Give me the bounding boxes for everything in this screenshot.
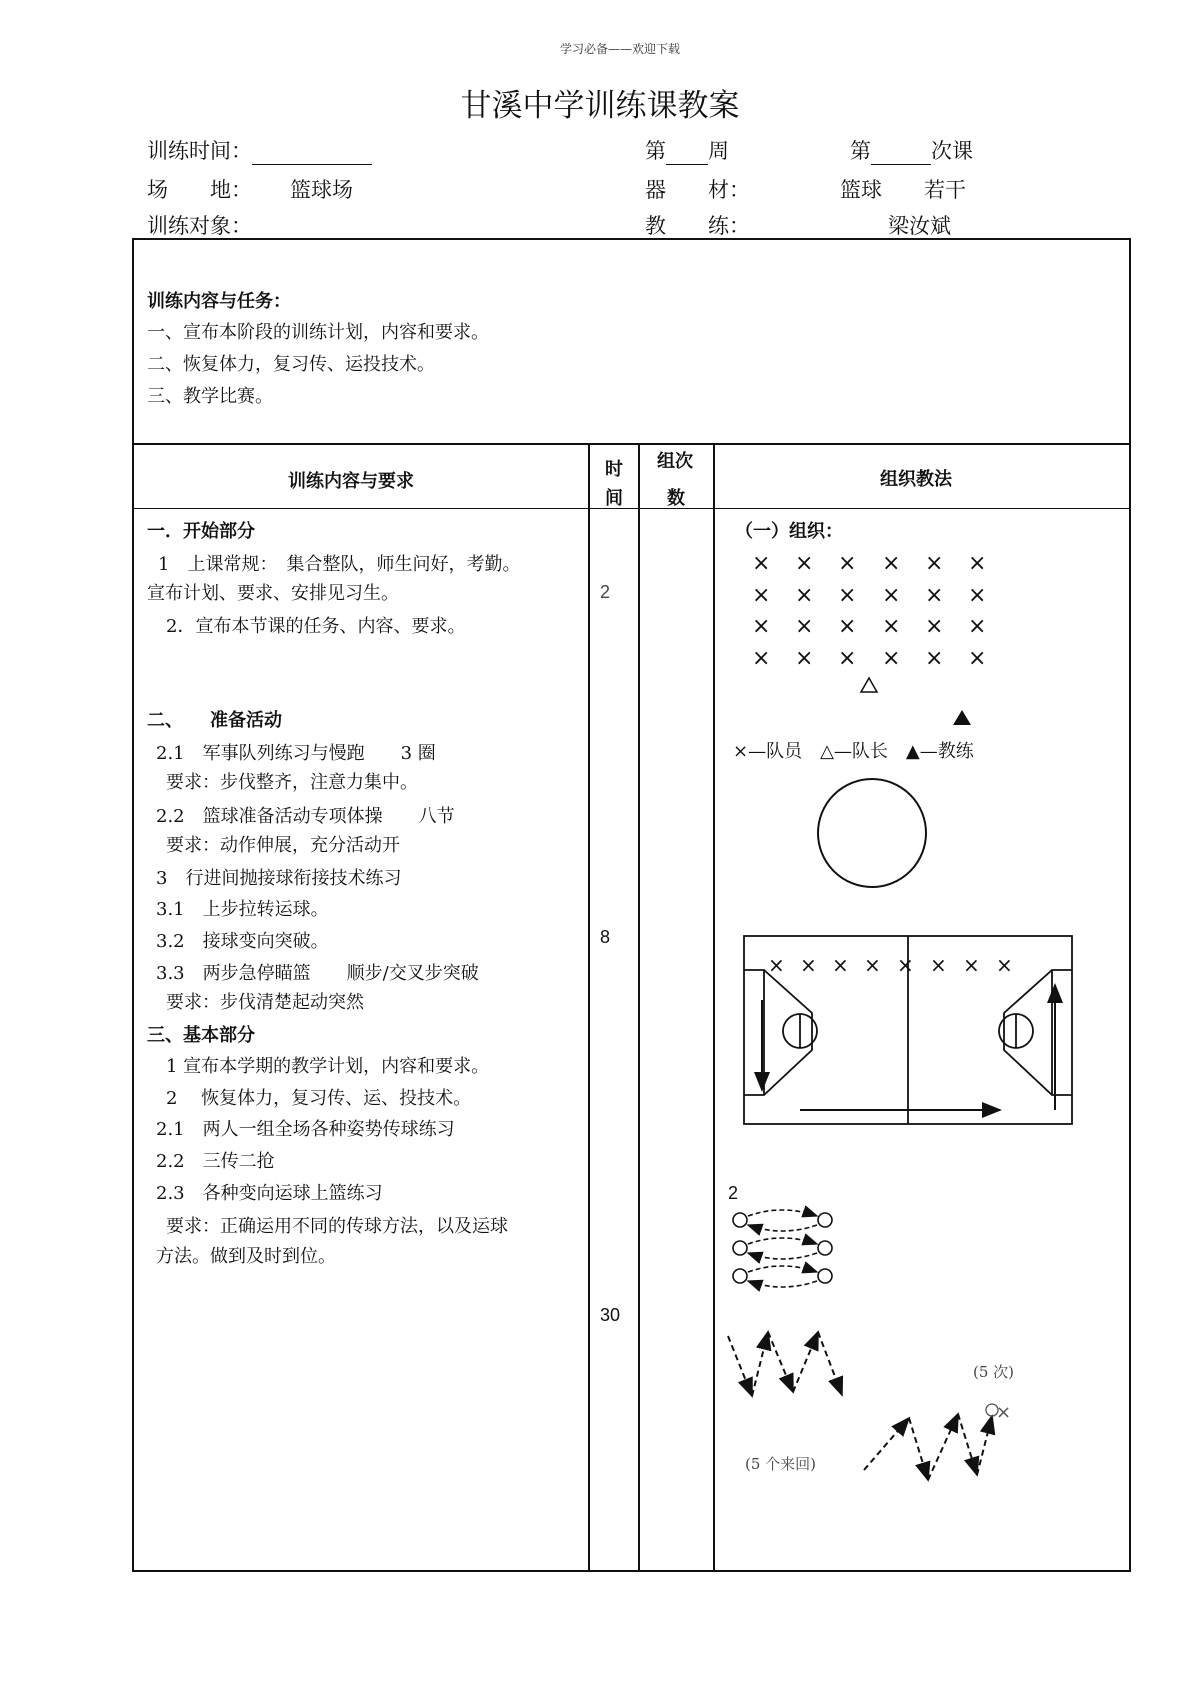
coach-icon <box>953 710 971 725</box>
svg-text:×: × <box>752 551 771 576</box>
time-value-1: 2 <box>600 582 611 602</box>
court-players <box>768 953 1013 977</box>
task-item-2: 二、恢复体力，复习传、运投技术。 <box>147 354 435 375</box>
svg-text:×: × <box>968 646 987 671</box>
time-value-2: 8 <box>600 927 611 947</box>
time-value-3: 30 <box>600 1305 621 1325</box>
part2-title-num: 二、 <box>147 710 183 731</box>
svg-text:×: × <box>882 583 901 608</box>
header-time-2: 间 <box>605 488 623 509</box>
part3-line-3: 2.1 两人一组全场各种姿势传球练习 <box>156 1119 455 1140</box>
part2-line-2: 要求：步伐整齐，注意力集中。 <box>166 772 418 793</box>
equipment-label: 器 材： <box>645 178 750 202</box>
part3-line-2: 2 恢复体力，复习传、运、投技术。 <box>166 1088 472 1109</box>
target-label: 训练对象： <box>147 214 252 238</box>
svg-text:×: × <box>768 953 785 977</box>
svg-text:×: × <box>752 583 771 608</box>
zigzag-drill-2 <box>864 1414 992 1480</box>
header-sets-1: 组次 <box>657 451 693 472</box>
svg-text:×: × <box>996 953 1013 977</box>
captain-icon <box>861 678 877 692</box>
svg-text:×: × <box>925 646 944 671</box>
lesson-prefix: 第 <box>850 139 871 163</box>
svg-text:×: × <box>752 614 771 639</box>
part3-line-6: 要求：正确运用不同的传球方法，以及运球 <box>166 1216 508 1237</box>
part1-line-1: 1 上课常规： 集合整队，师生问好，考勤。 <box>158 554 521 575</box>
part2-line-9: 要求：步伐清楚起动突然 <box>166 992 364 1013</box>
part2-line-5: 3 行进间抛接球衔接技术练习 <box>156 868 402 889</box>
equipment-value: 篮球 若干 <box>840 178 966 202</box>
venue-label: 场 地： <box>147 178 252 202</box>
circle-formation <box>818 779 926 887</box>
training-time-label: 训练时间： <box>147 139 252 163</box>
coach-label: 教 练： <box>645 214 750 238</box>
part2-title: 准备活动 <box>210 710 282 731</box>
header-content: 训练内容与要求 <box>288 471 414 492</box>
svg-text:×: × <box>968 614 987 639</box>
week-suffix: 周 <box>708 139 729 163</box>
header-note: 学习必备——欢迎下载 <box>560 42 681 56</box>
svg-text:×: × <box>930 953 947 977</box>
formation-players <box>752 551 986 671</box>
note-5-rounds: (5 个来回) <box>745 1455 817 1473</box>
svg-text:×: × <box>882 646 901 671</box>
page-title: 甘溪中学训练课教案 <box>460 88 740 124</box>
svg-text:×: × <box>838 583 857 608</box>
svg-text:×: × <box>968 551 987 576</box>
part3-line-7: 方法。做到及时到位。 <box>156 1246 336 1267</box>
coach-value: 梁汝斌 <box>888 214 951 238</box>
part1-line-2: 宣布计划、要求、安排见习生。 <box>147 583 399 604</box>
svg-text:×: × <box>897 953 914 977</box>
header-sets-2: 数 <box>667 488 685 509</box>
svg-text:×: × <box>795 646 814 671</box>
part3-line-5: 2.3 各种变向运球上篮练习 <box>156 1183 383 1204</box>
svg-text:×: × <box>832 953 849 977</box>
part3-title: 三、基本部分 <box>147 1025 255 1046</box>
task-item-3: 三、教学比赛。 <box>147 386 273 407</box>
part1-title: 一．开始部分 <box>147 521 255 542</box>
formation-legend: ×—队员 △—队长 ▲—教练 <box>733 741 974 762</box>
task-item-1: 一、宣布本阶段的训练计划，内容和要求。 <box>147 322 489 343</box>
svg-text:×: × <box>925 614 944 639</box>
tasks-heading: 训练内容与任务： <box>147 291 291 312</box>
part2-line-4: 要求：动作伸展，充分活动开 <box>166 835 400 856</box>
svg-text:×: × <box>838 614 857 639</box>
svg-text:×: × <box>963 953 980 977</box>
week-prefix: 第 <box>645 139 666 163</box>
part1-line-3: 2．宣布本节课的任务、内容、要求。 <box>166 616 466 637</box>
part3-line-1: 1 宣布本学期的教学计划，内容和要求。 <box>166 1056 490 1077</box>
svg-text:×: × <box>882 614 901 639</box>
svg-text:×: × <box>925 551 944 576</box>
part2-line-1: 2.1 军事队列练习与慢跑 3 圈 <box>156 743 436 764</box>
header-time-1: 时 <box>605 459 623 480</box>
svg-text:×: × <box>838 551 857 576</box>
org-title: （一）组织： <box>735 521 843 542</box>
svg-text:×: × <box>795 551 814 576</box>
drill-player-x: × <box>996 1402 1012 1423</box>
zigzag-drill-1 <box>728 1332 842 1396</box>
svg-text:×: × <box>882 551 901 576</box>
header-method: 组织教法 <box>880 469 952 490</box>
lesson-suffix: 次课 <box>931 139 973 163</box>
part3-line-4: 2.2 三传二抢 <box>156 1151 275 1172</box>
svg-text:×: × <box>795 583 814 608</box>
svg-text:×: × <box>800 953 817 977</box>
part2-line-6: 3.1 上步拉转运球。 <box>156 899 329 920</box>
venue-value: 篮球场 <box>290 178 353 202</box>
svg-text:×: × <box>795 614 814 639</box>
passing-drill <box>733 1210 832 1287</box>
part2-line-3: 2.2 篮球准备活动专项体操 八节 <box>156 806 455 827</box>
svg-text:×: × <box>925 583 944 608</box>
note-5-times: (5 次) <box>973 1363 1015 1381</box>
svg-text:×: × <box>752 646 771 671</box>
drill-number: 2 <box>728 1183 739 1203</box>
svg-text:×: × <box>968 583 987 608</box>
svg-text:×: × <box>864 953 881 977</box>
part2-line-8: 3.3 两步急停瞄篮 顺步/交叉步突破 <box>156 963 479 984</box>
part2-line-7: 3.2 接球变向突破。 <box>156 931 329 952</box>
svg-text:×: × <box>838 646 857 671</box>
